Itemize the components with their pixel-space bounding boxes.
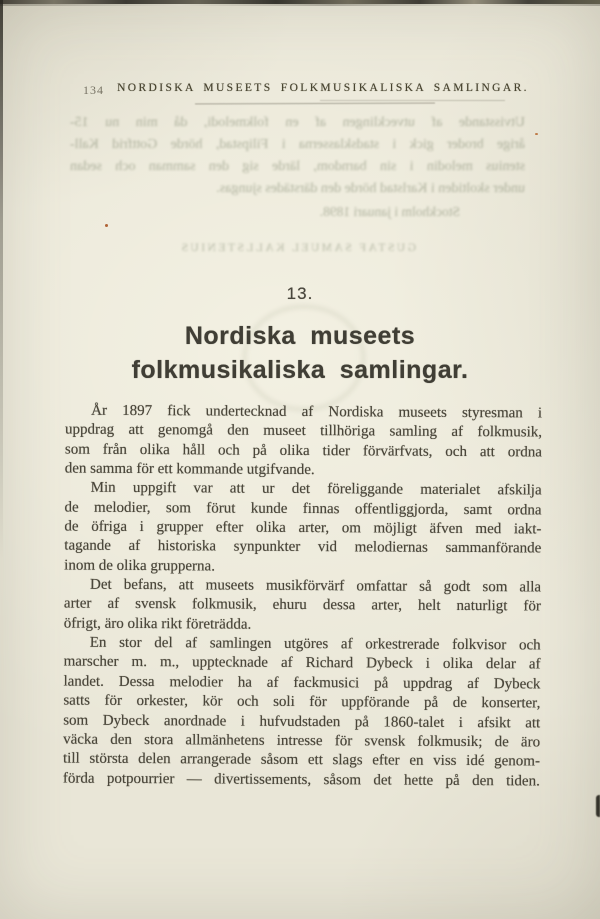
text-line: förda potpourrier — divertissements, såsom det hette på den tiden. [62,770,540,789]
page-header [65,82,541,98]
text-line: arter af svensk folkmusik, ehuru dessa arter, helt naturligt för [63,595,541,615]
text-line: marscher m. m., upptecknade af Richard Dybeck i olika delar af [63,654,541,673]
text-line: väcka den stora allmänhetens intresse för svensk folkmusik; de äro [63,731,541,751]
scan-edge-top-shadow [0,4,600,6]
article-title-line2: folkmusikaliska samlingar. [131,356,469,384]
paragraph [64,576,541,637]
section-number: 13. [286,284,314,303]
ghost-text-line: årige broder gick i stadsklasserna i Filipstad, hörde Gottfrid Kall- [70,137,525,152]
header-rule [195,103,435,105]
header-rule-2 [320,100,505,101]
bleed-through-text [70,112,525,259]
body-text [63,402,542,792]
ghost-text-line: under skoltiden i Karlstad hörde den därstädes sjungas. [216,181,525,196]
text-line: öfrigt, äro olika rikt företrädda. [63,615,252,633]
ghost-dateline: Stockholm i januari 1898. [319,204,460,219]
text-line: Min uppgift var att ur det föreliggande materialet afskilja [90,480,542,499]
text-line: som Dybeck anordnade i hufvudstaden på 1860-talet i afsikt att [63,712,541,731]
article-title [0,319,600,387]
ghost-text-line: Utvisstande af utvecklingen af en folkmelodi, då min nu 15- [70,115,525,130]
scan-edge-left [0,0,3,560]
ghost-lines [70,112,525,200]
text-line: En stor del af samlingen utgöres af orkestrerade folkvisor och [89,634,541,654]
text-line: landet. Dessa melodier ha af fackmusici på uppdrag af Dybeck [63,673,541,693]
rust-speck [535,133,538,135]
text-line: År 1897 fick undertecknad af Nordiska museets styresman i [91,402,543,422]
paragraph [64,479,542,579]
text-line: tagande af historiska synpunkter vid melodiernas sammanförande [64,537,542,557]
text-line: som från olika håll och på olika tider förvärfvats, och att ordna [64,441,542,461]
paragraph [65,402,542,482]
text-line: inom de olika grupperna. [64,557,216,575]
page-number: 134 [83,83,104,97]
article-title-line1: Nordiska museets [184,322,416,350]
text-line: Det befans, att museets musikförvärf omfattar så godt som alla [90,576,542,596]
text-line: de melodier, som förut kunde finnas offentliggjorda, samt ordna [64,499,542,519]
text-line: till största delen arrangerade såsom ett slags efter en viss idé genom- [62,750,541,770]
rust-speck [105,224,108,227]
text-line: satts för orkester, kör och soli för uppförande på de konserter, [63,692,541,712]
text-line: den samma för ett kommande utgifvande. [64,460,315,479]
paragraph [63,634,541,792]
ghost-signature: GUSTAF SAMUEL KALLSTENIUS [179,242,416,254]
scan-edge-speck [596,795,600,817]
text-line: uppdrag att genomgå den museet tillhöriga samling af folkmusik, [64,421,543,441]
running-head: NORDISKA MUSEETS FOLKMUSIKALISKA SAMLINGAR. [117,82,529,94]
text-line: de öfriga i grupper efter olika arter, om möjligt äfven med iakt- [64,518,542,538]
ghost-text-line: stenius melodin i sin barndom, lärde sig den samman och sedan [70,159,525,174]
